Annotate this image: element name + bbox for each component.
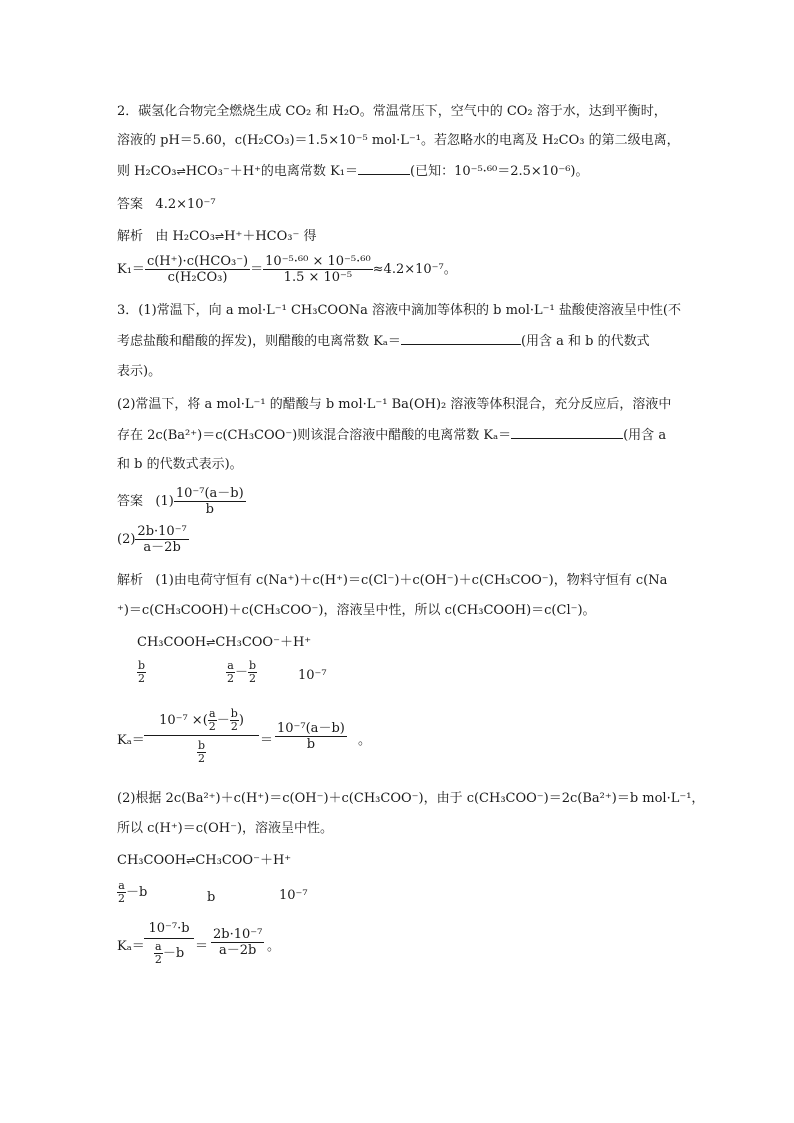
k1-frac1-numerator: c(H⁺)·c(HCO₃⁻) xyxy=(146,254,249,269)
d1-numerator: a xyxy=(118,879,125,892)
eq1-conc-acid xyxy=(137,660,146,685)
q2-analysis-line xyxy=(117,228,317,246)
ans1-fraction xyxy=(174,486,246,517)
equilibrium-arrow-icon: ⇌ xyxy=(214,230,225,243)
equilibrium-arrow-icon: ⇌ xyxy=(206,636,216,649)
ka1-num-prefix: 10⁻⁷ × xyxy=(159,713,203,728)
q3-part2-line-2 xyxy=(117,426,666,445)
q2-answer xyxy=(117,196,216,214)
eq2-conc-acid xyxy=(117,880,147,905)
q3-analysis-text-1: (1)由电荷守恒有 c(Na⁺)＋c(H⁺)＝c(Cl⁻)＋c(OH⁻)＋c(CH₃COO⁻)，物料守恒有 c(Na xyxy=(155,573,668,588)
q3-analysis-line-2: ⁺)＝c(CH₃COOH)＋c(CH₃COO⁻)，溶液呈中性，所以 c(CH₃COOH)＝c(Cl⁻)。 xyxy=(117,603,596,618)
c2-minus: － xyxy=(235,665,249,680)
answer-value: 4.2×10⁻⁷ xyxy=(155,197,216,212)
q2-given: (已知：10⁻⁵·⁶⁰＝2.5×10⁻⁶)。 xyxy=(410,164,589,179)
ka1-b-den: 2 xyxy=(230,720,238,733)
ans2-prefix: (2) xyxy=(117,532,136,547)
k1-frac1-denominator: c(H₂CO₃) xyxy=(167,270,228,285)
q3-part2-text: 存在 2c(Ba²⁺)＝c(CH₃COO⁻)则该混合溶液中醋酸的电离常数 Kₐ＝ xyxy=(117,428,512,443)
eq2-conc-h: 10⁻⁷ xyxy=(279,888,308,903)
ka1-paren-close: ) xyxy=(238,713,244,728)
ans1-numerator: 10⁻⁷(a－b) xyxy=(175,486,244,501)
eq2-products: CH₃COO⁻＋H⁺ xyxy=(195,853,292,868)
ka1-den-numerator: b xyxy=(197,739,206,752)
ka2-lhs: Kₐ＝ xyxy=(117,939,145,954)
ka2-end: 。 xyxy=(267,939,281,954)
ka1-b-num: b xyxy=(230,707,238,720)
ans2-fraction xyxy=(135,524,188,555)
ans1-denominator: b xyxy=(205,502,214,517)
ka2-fraction-2 xyxy=(211,927,264,958)
ka1-rhs-numerator: 10⁻⁷(a－b) xyxy=(277,721,345,736)
k1-result: ≈4.2×10⁻⁷。 xyxy=(372,262,457,277)
d1-denominator: 2 xyxy=(118,892,125,905)
ka1-end: 。 xyxy=(358,733,372,748)
ka1-a-den: 2 xyxy=(208,720,216,733)
q3-equilibrium-2 xyxy=(117,852,291,870)
equilibrium-arrow-icon: ⇌ xyxy=(176,165,186,178)
ans2-denominator: a－2b xyxy=(143,540,181,555)
q3-answer-2 xyxy=(117,524,189,556)
ka1-lhs: Kₐ＝ xyxy=(117,733,145,748)
ka1-rhs-fraction xyxy=(275,721,347,752)
k1-lhs: K₁＝ xyxy=(117,262,145,277)
q3-part2-answer-blank xyxy=(511,426,623,439)
q3-part1-line-1: 3．(1)常温下，向 a mol·L⁻¹ CH₃COONa 溶液中滴加等体积的 b mol·L⁻¹ 盐酸使溶液呈中性(不 xyxy=(117,303,681,318)
q3-part2-hint: (用含 a xyxy=(623,428,667,443)
ka1-equals: ＝ xyxy=(260,733,274,748)
analysis-label: 解析 xyxy=(117,229,144,244)
ka2-f1-numerator: 10⁻⁷·b xyxy=(144,920,194,939)
q3-part2-line-3: 和 b 的代数式表示)。 xyxy=(117,457,243,472)
q3-part1-line-2 xyxy=(117,332,650,351)
ka2-fraction-1 xyxy=(144,920,194,966)
ka2-f2-denominator: a－2b xyxy=(219,943,257,958)
q2-analysis-products: H⁺＋HCO₃⁻ 得 xyxy=(224,229,317,244)
ka1-rhs-denominator: b xyxy=(306,737,316,752)
eq1-conc-acetate xyxy=(226,660,257,685)
c2b-numerator: b xyxy=(249,659,257,672)
ka2-f1-den-den: 2 xyxy=(154,953,162,966)
k1-frac2-denominator: 1.5 × 10⁻⁵ xyxy=(283,270,353,285)
q3-analysis-line-1 xyxy=(117,572,667,590)
q3-part1-answer-blank xyxy=(401,332,521,345)
q3-part2-line-1: (2)常温下，将 a mol·L⁻¹ 的醋酸与 b mol·L⁻¹ Ba(OH)₂ 溶液等体积混合，充分反应后，溶液中 xyxy=(117,397,672,412)
q2-answer-blank xyxy=(358,162,410,175)
eq2-reactant: CH₃COOH xyxy=(117,853,187,868)
q3-analysis2-line-1: (2)根据 2c(Ba²⁺)＋c(H⁺)＝c(OH⁻)＋c(CH₃COO⁻)，由于 c(CH₃COO⁻)＝2c(Ba²⁺)＝b mol·L⁻¹， xyxy=(117,791,705,806)
k1-fraction-2 xyxy=(263,254,373,285)
q2-text-line-2: 溶液的 pH＝5.60，c(H₂CO₃)＝1.5×10⁻⁵ mol·L⁻¹。若忽略水的电离及 H₂CO₃ 的第二级电离， xyxy=(117,133,680,148)
q2-text-line-3 xyxy=(117,162,589,181)
k1-frac2-numerator: 10⁻⁵·⁶⁰ × 10⁻⁵·⁶⁰ xyxy=(265,254,371,269)
equilibrium-arrow-icon: ⇌ xyxy=(186,854,196,867)
ka1-big-fraction xyxy=(144,708,259,765)
ka1-big-numerator xyxy=(144,708,259,736)
analysis-label: 解析 xyxy=(117,573,144,588)
q3-equilibrium-1 xyxy=(137,634,311,652)
c2a-denominator: 2 xyxy=(227,672,234,685)
d1-tail: －b xyxy=(126,885,148,900)
ka2-f1-den-num: a xyxy=(155,940,162,953)
q3-part1-hint: (用含 a 和 b 的代数式 xyxy=(520,334,650,349)
eq1-reactant: CH₃COOH xyxy=(137,635,207,650)
ka1-a-num: a xyxy=(209,707,216,720)
eq1-products: CH₃COO⁻＋H⁺ xyxy=(215,635,312,650)
c2a-numerator: a xyxy=(227,659,234,672)
answer-label: 答案 xyxy=(117,197,144,212)
q3-part1-line-3: 表示)。 xyxy=(117,364,162,379)
ans1-prefix: (1) xyxy=(155,494,174,509)
q3-answer-1 xyxy=(117,486,246,518)
q2-text-line-1: 2．碳氢化合物完全燃烧生成 CO₂ 和 H₂O。常温常压下，空气中的 CO₂ 溶于水，达到平衡时， xyxy=(117,104,667,119)
q2-analysis-reactant: 由 H₂CO₃ xyxy=(155,229,215,244)
k1-fraction-1 xyxy=(145,254,250,285)
ka2-equals: ＝ xyxy=(195,939,209,954)
ka1-minus: － xyxy=(216,713,230,728)
ka1-paren-open: ( xyxy=(202,713,208,728)
q3-part1-text: 考虑盐酸和醋酸的挥发)，则醋酸的电离常数 Kₐ＝ xyxy=(117,334,401,349)
q3-analysis2-line-2: 所以 c(H⁺)＝c(OH⁻)，溶液呈中性。 xyxy=(117,821,334,836)
answer-label: 答案 xyxy=(117,494,144,509)
q2-reactant: 则 H₂CO₃ xyxy=(117,164,177,179)
c2b-denominator: 2 xyxy=(249,672,257,685)
q2-k1-expression: K₁＝ $\frac{\text{c(H⁺)·c(HCO₃⁻)}}{\text{c(H₂CO₃)}}$ ＝ $\frac{\text{10⁻⁵·⁶⁰ × 10⁻⁵·⁶⁰}}{\text{1.5 × 10⁻⁵}}$ ≈4.2×10⁻⁷。 xyxy=(117,254,457,285)
ka2-f1-den-tail: －b xyxy=(162,946,185,961)
eq1-conc-h: 10⁻⁷ xyxy=(298,668,327,683)
c1-denominator: 2 xyxy=(138,672,146,685)
ka2-f2-numerator: 2b·10⁻⁷ xyxy=(213,927,263,942)
ans2-numerator: 2b·10⁻⁷ xyxy=(137,524,187,539)
ka1-big-denominator xyxy=(144,736,259,765)
q2-products: HCO₃⁻＋H⁺的电离常数 K₁＝ xyxy=(185,164,358,179)
ka2-f1-denominator xyxy=(144,939,194,966)
ka1-den-denominator: 2 xyxy=(197,752,205,765)
eq2-conc-acetate: b xyxy=(207,890,216,905)
c1-numerator: b xyxy=(138,659,146,672)
